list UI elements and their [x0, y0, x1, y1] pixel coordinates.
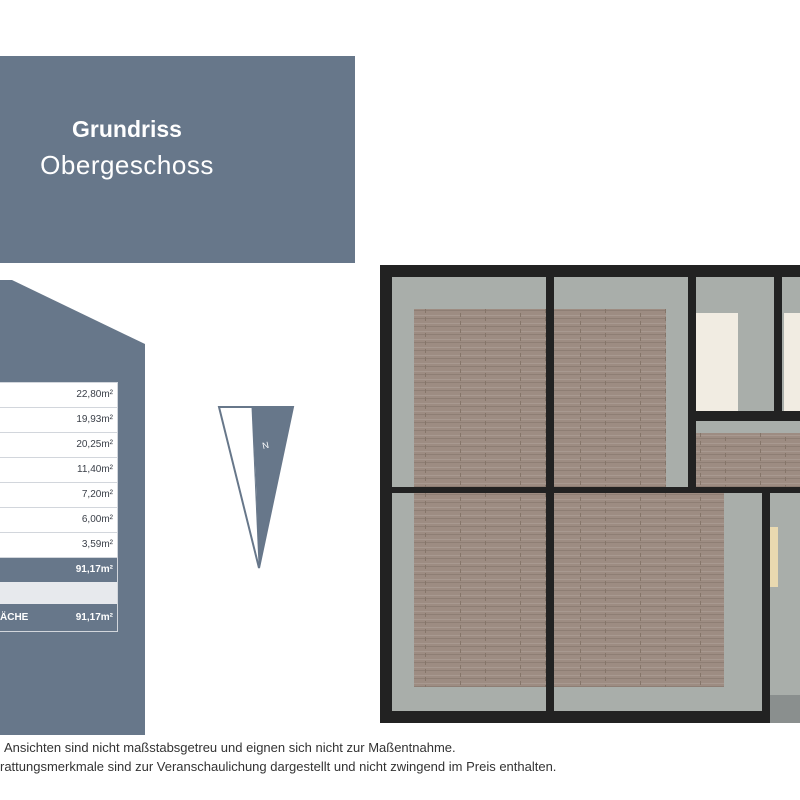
stair-area — [770, 493, 800, 695]
area-final-row — [0, 604, 117, 631]
floor-plan — [380, 265, 800, 735]
floor-wood — [554, 493, 724, 687]
page-title: Grundriss — [72, 116, 182, 142]
floor-wood — [696, 433, 800, 487]
area-final-label: ÄCHE — [0, 612, 29, 623]
footer-disclaimer-1: Ansichten sind nicht maßstabsgetreu und eignen sich nicht zur Maßentnahme. — [4, 740, 456, 755]
area-total: 91,17m² — [0, 558, 117, 582]
stair-icon — [770, 527, 778, 587]
area-spacer — [0, 582, 117, 604]
area-row: 22,80m² — [0, 383, 117, 408]
floor-tile — [784, 313, 800, 411]
area-row: 19,93m² — [0, 408, 117, 433]
floor-tile — [696, 313, 738, 411]
area-row: 11,40m² — [0, 458, 117, 483]
stair-landing — [770, 695, 800, 723]
compass-north-icon — [217, 405, 297, 575]
area-row: 7,20m² — [0, 483, 117, 508]
area-table — [0, 382, 118, 632]
area-row: 6,00m² — [0, 508, 117, 533]
footer-disclaimer-2: rattungsmerkmale sind zur Veranschaulichung dargestellt und nicht zwingend im Preis enthalten. — [0, 759, 557, 774]
page-subtitle: Obergeschoss — [40, 150, 214, 180]
area-row: 20,25m² — [0, 433, 117, 458]
compass-label: N — [261, 439, 270, 451]
floor-wood — [414, 493, 546, 687]
floor-wood — [414, 309, 546, 487]
floor-wood — [554, 309, 666, 487]
area-row: 3,59m² — [0, 533, 117, 558]
area-final-value: 91,17m² — [75, 612, 113, 623]
